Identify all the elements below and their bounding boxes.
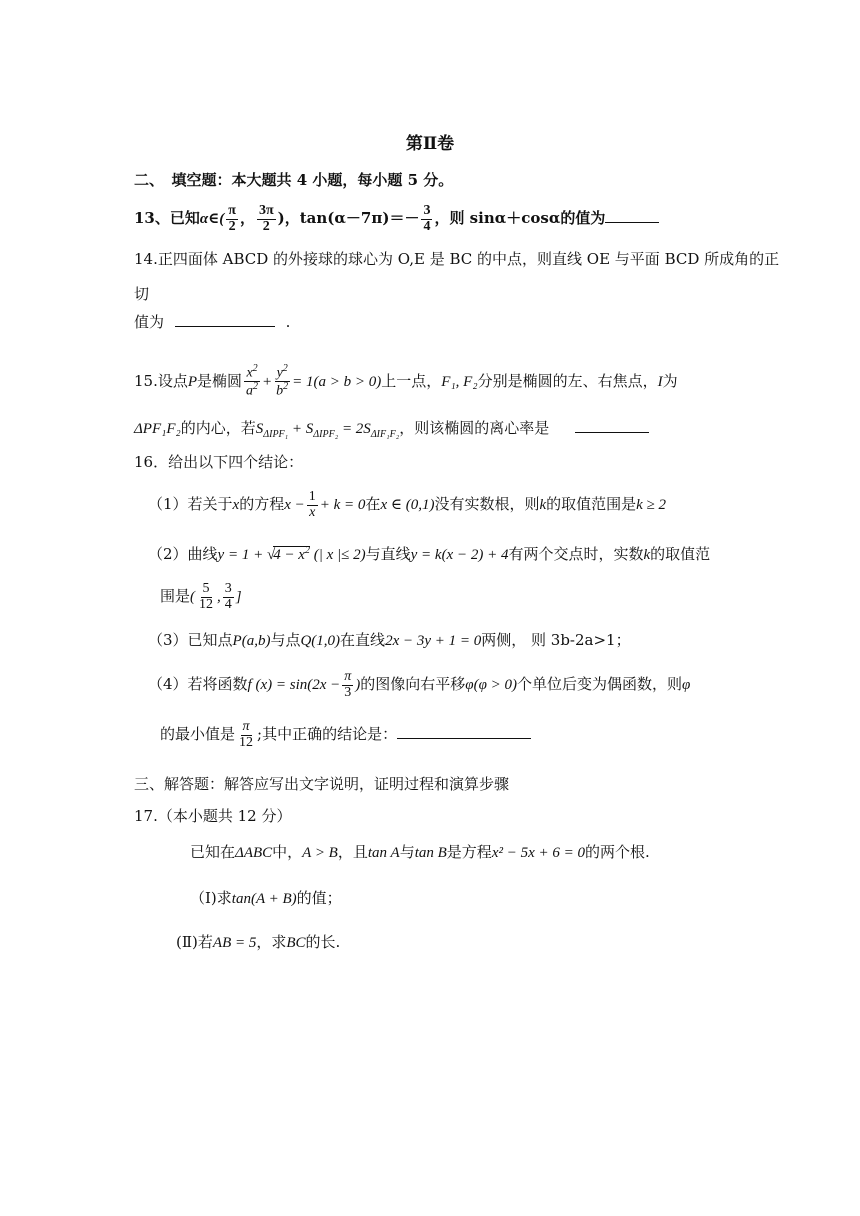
q17-statement <box>190 842 650 863</box>
q13-f2-den: 2 <box>262 218 270 234</box>
q17-part-2 <box>176 932 340 953</box>
s2-text-a: （2）曲线 <box>148 545 218 563</box>
q17-equation: x² − 5x + 6 = 0 <box>491 845 585 861</box>
s2-line: y = k(x − 2) + 4 <box>410 547 509 563</box>
q15-text-a: 15.设点 <box>134 371 188 390</box>
s4-frac-pi-3: $\frac{\pi}{3}$ <box>344 669 352 700</box>
q16-statement-4-cont <box>160 720 531 750</box>
s1-text-a: （1）若关于 <box>148 495 233 514</box>
q16-statement-1: （1）若关于x的方程x − $\frac{1}{x}$ + k = 0在x ∈ (0,1)没有实数根，则k的取值范围是k ≥ 2 <box>148 489 667 520</box>
s2-var-k: k <box>643 547 651 563</box>
q13-comma: ， <box>239 209 255 228</box>
q17-heading: 17.（本小题共 12 分） <box>134 807 292 825</box>
q15-text-e: 为 <box>662 371 678 390</box>
q15-triangle: ΔPF₁F₂ <box>134 421 181 437</box>
q17-text-a: 已知在 <box>190 843 236 861</box>
q15-text-b: 是椭圆 <box>197 371 243 390</box>
q13-f3-den: 4 <box>423 218 431 234</box>
s3-text-c: 与点 <box>270 631 301 649</box>
q16-heading: 16．给出以下四个结论： <box>134 453 304 471</box>
s4-line2-a: 的最小值是 <box>160 725 236 744</box>
q15-frac-x: $\frac{x^2}{a^2}$ <box>246 363 259 399</box>
part3-heading: 三、解答题：解答应写出文字说明，证明过程和演算步骤 <box>134 775 510 793</box>
s4-text-e: 个单位后变为偶函数，则 <box>517 675 683 694</box>
s4-phi: φ <box>682 677 691 694</box>
s4-line2-b: ;其中正确的结论是： <box>257 725 398 744</box>
s2-line2-text: 围是 <box>160 587 191 606</box>
q15-incenter-i: I <box>657 373 663 390</box>
q17-part-1 <box>190 888 342 909</box>
q15-text-g: ，则该椭圆的离心率是 <box>399 419 550 437</box>
q13-f1-den: 2 <box>228 218 236 234</box>
s2-frac-3-4: $\frac{3}{4}$ <box>224 581 232 612</box>
question-13 <box>134 204 659 234</box>
q17-text-i: 是方程 <box>446 843 492 861</box>
s1-text-f: 的取值范围是 <box>546 495 637 514</box>
q13-f2-num: 3π <box>258 203 274 218</box>
q14-suffix: . <box>285 313 291 331</box>
s2-text-d: 有两个交点时，实数 <box>508 545 644 563</box>
q16-statement-4: （4）若将函数f (x) = sin(2x − $\frac{\pi}{3}$ )的图像向右平移φ(φ > 0)个单位后变为偶函数，则φ <box>148 669 691 700</box>
q17-text-e: ，且 <box>337 843 368 861</box>
q15-point-p: P <box>187 373 198 390</box>
q14-line3 <box>134 312 290 332</box>
s1-text-c: 在 <box>365 495 381 514</box>
q17-tan-b: tan B <box>414 845 447 861</box>
s3-text-a: （3）已知点 <box>148 631 233 649</box>
q14-line1: 14.正四面体 ABCD 的外接球的球心为 O,E 是 BC 的中点，则直线 OE 与平面 BCD 所成角的正 <box>134 250 780 268</box>
q13-mid: )，tan(α－7π)＝－ <box>277 209 420 228</box>
s4-shift: φ(φ > 0) <box>465 677 518 694</box>
q14-line2: 切 <box>134 285 150 303</box>
s3-text-g: 两侧， 则 3b-2a>1； <box>481 631 631 649</box>
q13-f3-num: 3 <box>423 203 431 218</box>
q13-fraction-1 <box>226 204 238 234</box>
q13-answer-blank[interactable] <box>605 208 659 223</box>
s2-text-b: 与直线 <box>365 545 411 563</box>
s2-text-e: 的取值范 <box>650 545 711 563</box>
q17-p1-c: 的值； <box>296 889 342 907</box>
q13-prefix: 13、已知 <box>134 209 200 228</box>
q17-p2-ab: AB = 5 <box>212 935 257 951</box>
section-title: 第Ⅱ卷 <box>405 134 455 154</box>
q15-text-c: 上一点， <box>381 371 442 390</box>
s1-var-x: x <box>232 497 240 514</box>
s3-point-q: Q(1,0) <box>300 633 341 649</box>
s1-var-k: k <box>539 497 547 514</box>
q17-text-g: 与 <box>399 843 415 861</box>
q17-p2-e: 的长. <box>305 933 341 951</box>
q16-statement-3 <box>148 630 631 651</box>
q17-text-c: 中， <box>272 843 303 861</box>
s1-text-b: 的方程 <box>239 495 285 514</box>
q13-fraction-2 <box>257 204 276 234</box>
s3-line-eq: 2x − 3y + 1 = 0 <box>385 633 482 649</box>
q13-f1-num: π <box>228 203 236 218</box>
q15-answer-blank[interactable] <box>575 418 649 433</box>
s2-curve: $y = 1 + √4 - x^2$ (| x |≤ 2) <box>217 545 366 563</box>
s3-text-e: 在直线 <box>340 631 386 649</box>
s2-frac-5-12: $\frac{5}{12}$ <box>199 581 214 612</box>
q16-statement-2 <box>148 541 710 565</box>
s4-text-c: 的图像向右平移 <box>360 675 466 694</box>
s3-point-p: P(a,b) <box>232 633 271 649</box>
q15-area-equation: $S_{\Delta IPF_1} + S_{\Delta IPF_2} = 2S_{\Delta IF_1F_2}$ <box>255 421 400 440</box>
s1-interval: x ∈ (0,1) <box>380 497 435 514</box>
q14-answer-blank[interactable] <box>175 312 275 327</box>
q16-answer-blank[interactable] <box>397 724 531 739</box>
s4-func: f (x) = sin(2x − <box>247 677 341 694</box>
q15-ellipse-tail: = 1(a > b > 0) <box>292 373 382 390</box>
q15-frac-y: $\frac{y^2}{b^2}$ <box>276 363 289 399</box>
q17-p2-c: ，求 <box>256 933 287 951</box>
q15-line2 <box>134 418 649 445</box>
q13-alpha-in: α∈( <box>199 211 225 228</box>
q13-suffix: ，则 sinα＋cosα的值为 <box>434 209 606 228</box>
q16-statement-2-cont: 围是( $\frac{5}{12}$ , $\frac{3}{4}$ ] <box>160 581 242 612</box>
q17-p2-bc: BC <box>286 935 306 951</box>
q17-ineq: A > B <box>302 845 338 861</box>
q17-p1-a: （Ⅰ)求 <box>190 889 232 907</box>
s1-text-e: 没有实数根，则 <box>434 495 540 514</box>
s1-frac: $\frac{1}{x}$ <box>308 489 316 520</box>
q15-text-d: 分别是椭圆的左、右焦点， <box>477 371 658 390</box>
q17-tan-a: tan A <box>367 845 400 861</box>
q13-fraction-3 <box>421 204 432 234</box>
q17-p2-a: (Ⅱ)若 <box>176 933 213 951</box>
s1-range: k ≥ 2 <box>636 497 667 514</box>
part2-heading: 二、 填空题：本大题共 4 小题，每小题 5 分。 <box>134 171 454 189</box>
q15-text-f: 的内心，若 <box>180 419 256 437</box>
q17-text-k: 的两个根. <box>585 843 650 861</box>
q15-foci: F₁, F₂ <box>441 373 478 390</box>
q15-line1: 15.设点P是椭圆 $\frac{x^2}{a^2}$ + $\frac{y^2}{b^2}$ = 1(a > b > 0)上一点，F₁, F₂分别是椭圆的左、右焦点，I为 <box>134 363 678 399</box>
s4-frac-pi-12: $\frac{\pi}{12}$ <box>239 719 254 750</box>
q17-triangle: ΔABC <box>235 845 273 861</box>
q14-prefix: 值为 <box>134 313 165 331</box>
q17-p1-expr: tan(A + B) <box>231 891 297 907</box>
s4-text-a: （4）若将函数 <box>148 675 248 694</box>
